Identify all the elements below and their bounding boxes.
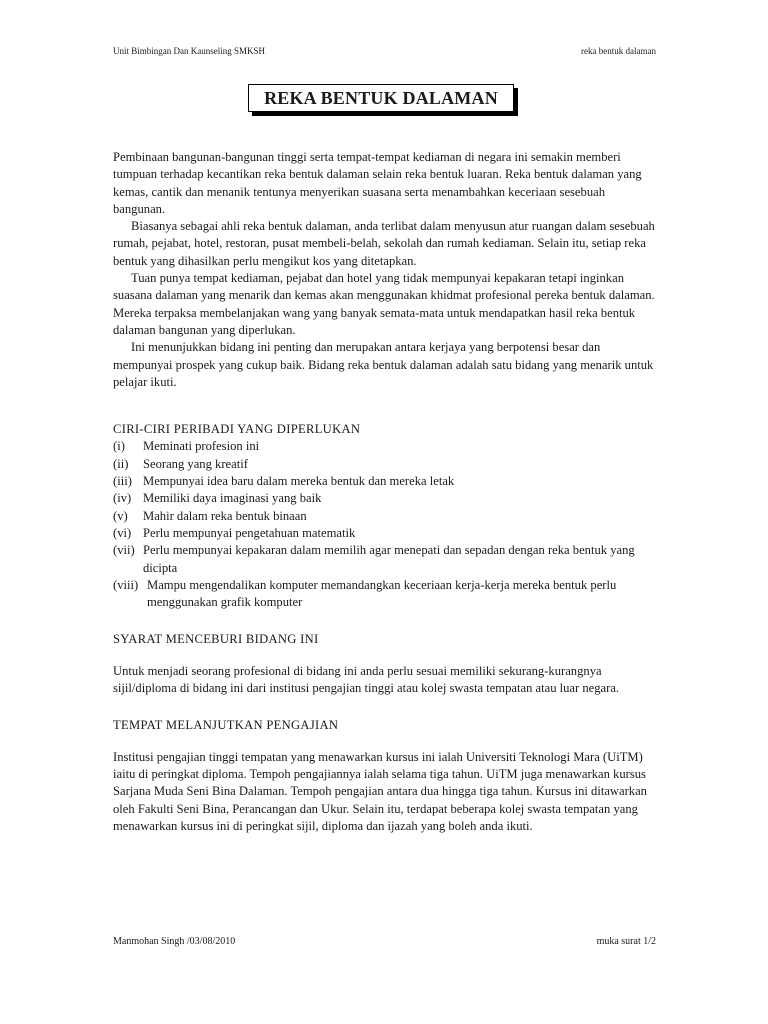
study-heading: TEMPAT MELANJUTKAN PENGAJIAN — [113, 718, 339, 733]
intro-paragraph-2: Biasanya sebagai ahli reka bentuk dalaman, anda terlibat dalam menyusun atur ruangan dalam sesebuah rumah, pejabat, hotel, restoran, pusat membeli-belah, sekolah dan rumah kediaman. Selain itu, setiap reka bentuk yang dihasilkan perlu mengikut kos yang ditetapkan. — [113, 219, 655, 268]
intro-paragraph-3: Tuan punya tempat kediaman, pejabat dan hotel yang tidak mempunyai kepakaran tetapi inginkan suasana dalaman yang menarik dan kemas akan menggunakan khidmat profesional pereka bentuk dalaman. Mereka terpaksa membelanjakan wang yang banyak semata-mata untuk mendapatkan hasil reka bentuk dalaman bangunan yang diperlukan. — [113, 271, 655, 337]
list-item-text: Meminati profesion ini — [143, 439, 260, 454]
list-item — [113, 542, 658, 577]
header-left: Unit Bimbingan Dan Kaunseling SMKSH — [113, 46, 265, 56]
list-item — [113, 490, 658, 507]
list-item-number: (vii) — [113, 543, 135, 558]
list-item-number: (viii) — [113, 577, 139, 592]
study-paragraph: Institusi pengajian tinggi tempatan yang menawarkan kursus ini ialah Universiti Teknologi Mara (UiTM) iaitu di peringkat diploma. Tempoh pengajiannya ialah selama tiga tahun. UiTM juga menawarkan kursus Sarjana Muda Seni Bina Dalaman. Tempoh pengajian antara dua hingga tiga tahun. Kursus ini ditawarkan oleh Fakulti Seni Bina, Perancangan dan Ukur. Selain itu, terdapat beberapa kolej swasta tempatan yang menawarkan kursus ini di peringkat sijil, diploma dan ijazah yang boleh anda ikuti. — [113, 749, 647, 833]
list-item-number: (ii) — [113, 456, 129, 471]
list-item-number: (iii) — [113, 474, 132, 489]
list-item — [113, 438, 658, 455]
footer-left: Manmohan Singh /03/08/2010 — [113, 936, 236, 947]
requirements-heading: SYARAT MENCEBURI BIDANG INI — [113, 632, 319, 647]
list-item-text: Seorang yang kreatif — [143, 456, 248, 471]
list-item-text: Perlu mempunyai pengetahuan matematik — [143, 525, 356, 540]
list-item — [113, 525, 658, 542]
list-item — [113, 473, 658, 490]
list-item-text: Memiliki daya imaginasi yang baik — [143, 491, 322, 506]
page-title: REKA BENTUK DALAMAN — [248, 84, 514, 112]
intro-paragraph-1: Pembinaan bangunan-bangunan tinggi serta tempat-tempat kediaman di negara ini semakin memberi tumpuan terhadap kecantikan reka bentuk dalaman selain reka bentuk luaran. Reka bentuk dalaman yang kemas, cantik dan menanik tentunya menyerikan suasana serta menambahkan keceriaan sesebuah bangunan. — [113, 150, 642, 216]
list-item — [113, 456, 658, 473]
page-number: muka surat 1/2 — [596, 936, 656, 947]
header-right: reka bentuk dalaman — [581, 46, 656, 56]
traits-heading: CIRI-CIRI PERIBADI YANG DIPERLUKAN — [113, 422, 361, 437]
list-item-text: Mahir dalam reka bentuk binaan — [143, 508, 307, 523]
list-item — [113, 508, 658, 525]
list-item-number: (iv) — [113, 491, 132, 506]
title-box — [248, 84, 518, 116]
list-item-text: Mempunyai idea baru dalam mereka bentuk dan mereka letak — [143, 474, 455, 489]
list-item — [113, 577, 658, 612]
list-item-text: Perlu mempunyai kepakaran dalam memilih agar menepati dan sepadan dengan reka bentuk yang dicipta — [143, 543, 635, 575]
traits-list — [113, 438, 658, 611]
list-item-number: (vi) — [113, 525, 132, 540]
main-content — [113, 149, 658, 835]
list-item-text: Mampu mengendalikan komputer memandangkan keceriaan kerja-kerja mereka bentuk perlu menggunakan grafik komputer — [147, 577, 617, 610]
intro-paragraph-4: Ini menunjukkan bidang ini penting dan merupakan antara kerjaya yang berpotensi besar dan mempunyai prospek yang cukup baik. Bidang reka bentuk dalaman adalah satu bidang yang menarik untuk pelajar ikuti. — [113, 340, 654, 389]
requirements-paragraph: Untuk menjadi seorang profesional di bidang ini anda perlu sesuai memiliki sekurang-kurangnya sijil/diploma di bidang ini dari institusi pengajian tinggi atau kolej swasta tempatan atau luar negara. — [113, 663, 620, 696]
list-item-number: (v) — [113, 508, 128, 523]
list-item-number: (i) — [113, 439, 125, 454]
